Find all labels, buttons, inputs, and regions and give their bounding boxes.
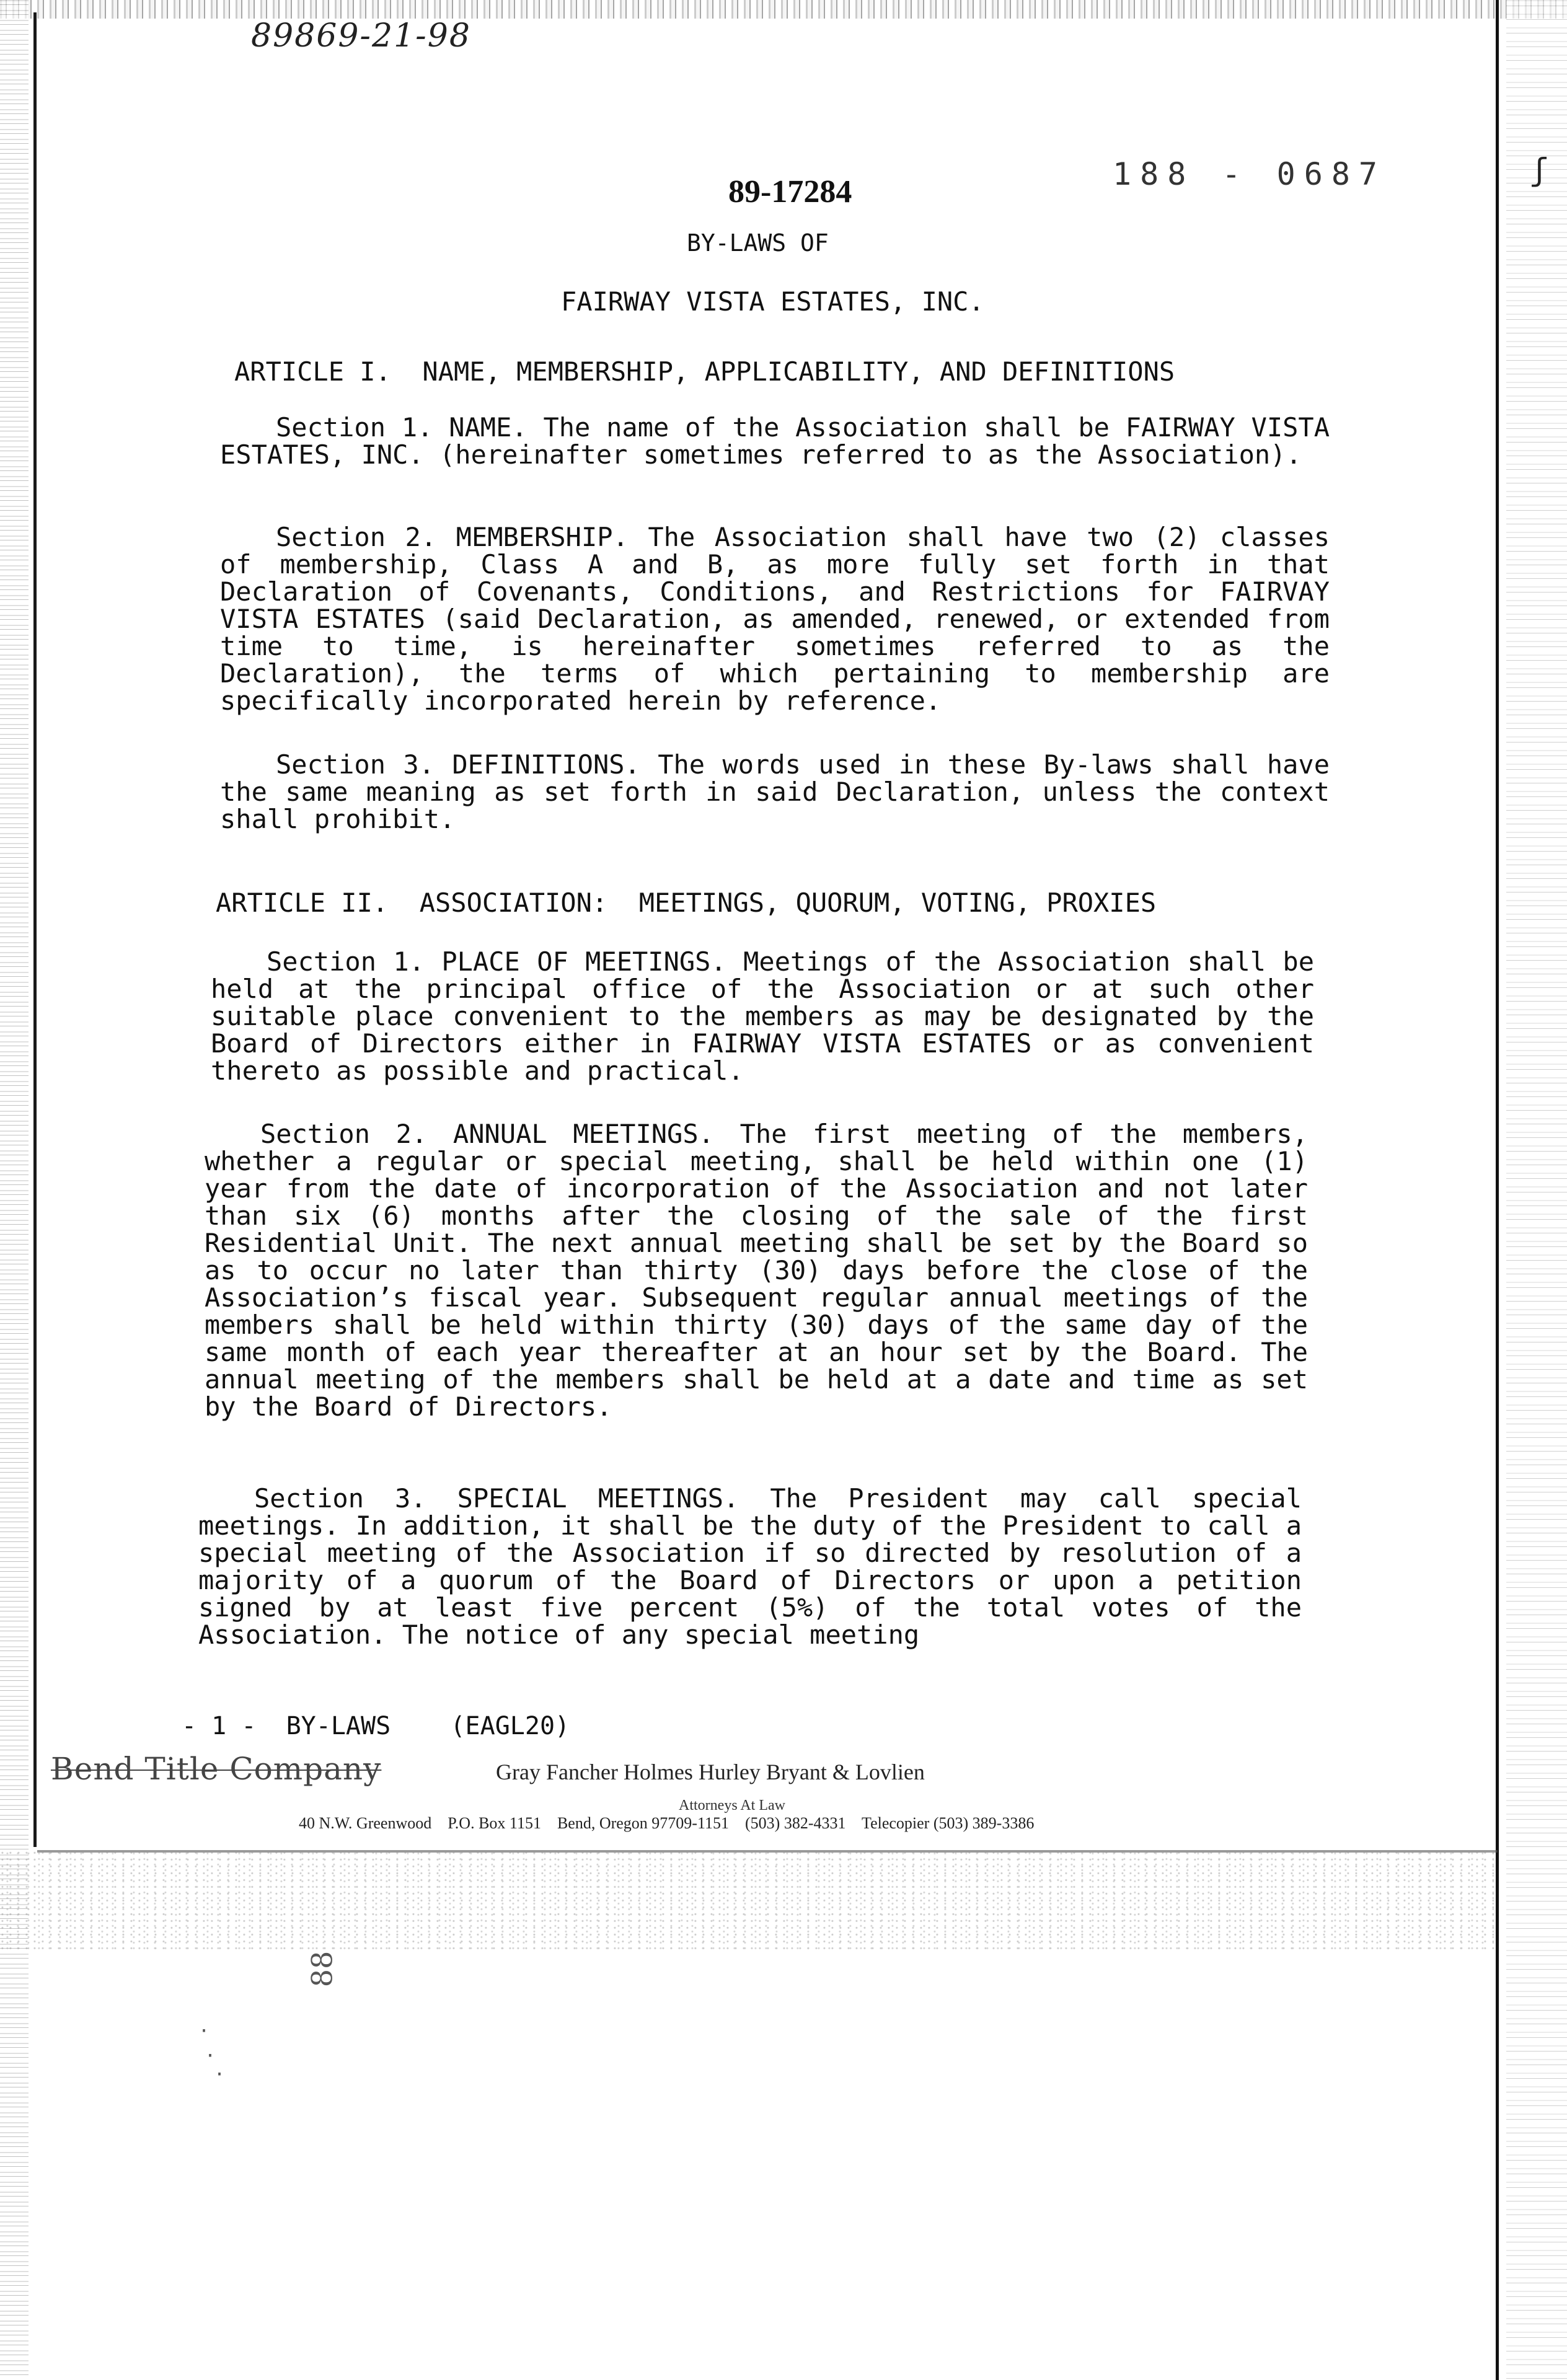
page-border-left [33,12,37,1847]
section-text: Section 2. ANNUAL MEETINGS. The first meeting of the members, whether a regular or special meeting, shall be held within one (1) year from the date of incorporation of the Association and not later than six (6) months after the closing of the sale of the first Residential Unit. The next annual meeting shall be set by the Board so as to occur no later than thirty (30) days before the close of the Association’s fiscal year. Subsequent regular annual meetings of the members shall be held within thirty (30) days of the same day of the same month of each year thereafter at an hour set by the Board. The annual meeting of the members shall be held at a date and time as set by the Board of Directors. [205,1119,1308,1422]
page-border-right [1496,0,1499,2380]
section-text: Section 3. SPECIAL MEETINGS. The President may call special meetings. In addition, it shall be the duty of the President to call a special meeting of the Association if so directed by resolution of a majority of a quorum of the Board of Directors or upon a petition signed by at least five percent (5%) of the total votes of the Association. The notice of any special meeting [198,1483,1302,1650]
title-company-stamp: Bend Title Company [51,1751,382,1787]
scan-speck: · [214,2064,226,2086]
scan-edge-right [1506,0,1567,2380]
title-line-1: BY-LAWS OF [687,229,829,257]
page-footer: - 1 - BY-LAWS (EAGL20) [182,1712,570,1740]
scan-edge-top [0,0,1567,19]
article-2-section-2 [205,1121,1308,1421]
article-1-section-1 [220,414,1330,469]
recording-stamp-number: 188 - 0687 [1113,156,1387,192]
title-line-2: FAIRWAY VISTA ESTATES, INC. [561,286,984,317]
article-1-section-2 [220,524,1330,715]
article-2-section-3 [198,1485,1302,1649]
section-text: Section 1. NAME. The name of the Association shall be FAIRWAY VISTA ESTATES, INC. (hereinafter sometimes referred to as the Association). [220,412,1330,470]
scan-speck: · [205,2045,216,2067]
article-2-section-1 [211,948,1314,1085]
section-text: Section 2. MEMBERSHIP. The Association shall have two (2) classes of membership, Class A and B, as more fully set forth in that Declaration of Covenants, Conditions, and Restrictions for FAIRVAY VISTA ESTATES (said Declaration, as amended, renewed, or extended from time to time, is hereinafter sometimes referred to as the Declaration), the terms of which pertaining to membership are specifically incorporated herein by reference. [220,522,1330,716]
law-firm-address: 40 N.W. Greenwood P.O. Box 1151 Bend, Oregon 97709-1151 (503) 382-4331 Telecopier (503) 389-3386 [299,1814,1035,1832]
article-1-section-3 [220,751,1330,833]
article-1-heading: ARTICLE I. NAME, MEMBERSHIP, APPLICABILITY, AND DEFINITIONS [234,356,1175,387]
scan-edge-left [0,0,29,2380]
scan-noise-bottom [0,1850,1500,1949]
handwritten-reference: 89869-21-98 [251,17,471,55]
section-text: Section 1. PLACE OF MEETINGS. Meetings of the Association shall be held at the principal office of the Association or at such other suitable place convenient to the members as may be designated by the Board of Directors either in FAIRWAY VISTA ESTATES or as convenient thereto as possible and practical. [211,946,1314,1086]
scan-speck: · [198,2021,210,2042]
corner-mark: ʃ [1530,152,1549,188]
law-firm-subtitle: Attorneys At Law [679,1797,785,1814]
law-firm-name: Gray Fancher Holmes Hurley Bryant & Lovlien [496,1760,925,1784]
section-text: Section 3. DEFINITIONS. The words used in these By-laws shall have the same meaning as set forth in said Declaration, unless the context shall prohibit. [220,749,1330,834]
document-number: 89-17284 [728,174,852,209]
lower-stamp: 88 [305,1950,339,1988]
article-2-heading: ARTICLE II. ASSOCIATION: MEETINGS, QUORUM, VOTING, PROXIES [216,888,1157,918]
